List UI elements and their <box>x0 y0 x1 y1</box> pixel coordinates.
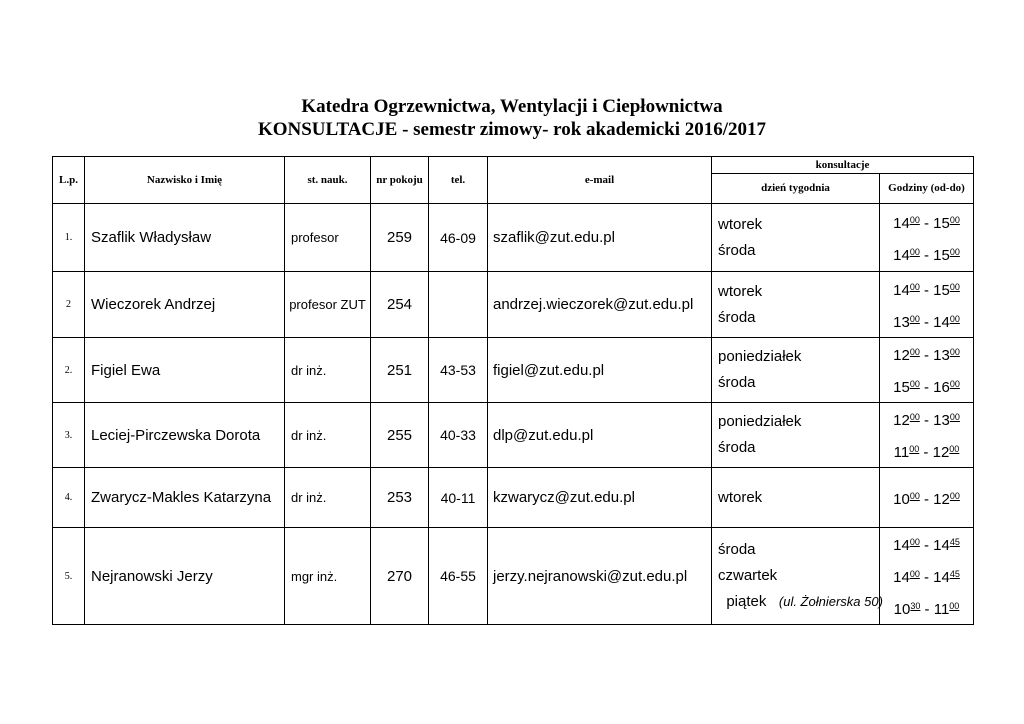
slot-day-label: środa <box>718 241 756 259</box>
slot-day-label: wtorek <box>718 488 763 506</box>
row-email: kzwarycz@zut.edu.pl <box>488 468 712 528</box>
header-tel: tel. <box>429 157 488 204</box>
slot-to-hour: 14 <box>933 537 950 554</box>
row-name: Wieczorek Andrzej <box>85 272 285 338</box>
slot-hours: $14^{00} - 14^{45}$ <box>893 569 960 586</box>
slot-from-hour: 13 <box>893 313 910 331</box>
slot-from-hour: 14 <box>893 246 910 264</box>
slot-hours: $14^{00} - 15^{00}$ <box>893 246 960 264</box>
row-name: Zwarycz-Makles Katarzyna <box>85 468 285 528</box>
table-row <box>53 338 974 403</box>
row-lp: 1. <box>53 204 85 272</box>
slot-from-min: 30 <box>910 601 921 611</box>
row-email: figiel@zut.edu.pl <box>488 338 712 403</box>
page-subtitle: KONSULTACJE - semestr zimowy- rok akademicki 2016/2017 <box>257 119 767 140</box>
row-room: 270 <box>371 528 429 625</box>
row-hours <box>880 204 974 272</box>
row-name: Szaflik Władysław <box>85 204 285 272</box>
slot-day <box>712 409 879 435</box>
row-hours <box>880 468 974 528</box>
slot-to-hour: 11 <box>933 601 950 618</box>
consultation-table <box>52 156 974 625</box>
slot-to-hour: 12 <box>932 444 950 461</box>
table-row <box>53 204 974 272</box>
slot-from-hour: 14 <box>893 537 910 554</box>
slot-to-min: 00 <box>949 313 960 324</box>
row-degree: dr inż. <box>285 338 371 403</box>
slot-hours: $15^{00} - 16^{00}$ <box>893 379 960 396</box>
row-tel: 43-53 <box>429 338 488 403</box>
slot-hours: $14^{00} - 15^{00}$ <box>893 281 960 299</box>
slot-hours: $10^{30} - 11^{00}$ <box>893 601 960 618</box>
slot-day <box>712 344 879 370</box>
slot-to-min: 00 <box>949 281 960 292</box>
slot-to-min: 00 <box>949 444 960 454</box>
slot-day <box>712 370 879 396</box>
slot-from-hour: 10 <box>893 601 911 618</box>
slot-day-label: czwartek <box>718 567 778 584</box>
slot-to-hour: 13 <box>933 412 950 429</box>
slot-day-label: poniedziałek <box>718 413 802 430</box>
row-room: 251 <box>371 338 429 403</box>
header-consultations: konsultacje <box>712 157 974 174</box>
slot-from-min: 00 <box>909 214 920 225</box>
row-lp: 4. <box>53 468 85 528</box>
header-email: e-mail <box>488 157 712 204</box>
row-hours <box>880 272 974 338</box>
table-row <box>53 272 974 338</box>
slot-day-label: środa <box>718 374 756 391</box>
slot-day <box>712 212 879 238</box>
row-name: Figiel Ewa <box>85 338 285 403</box>
slot-to-min: 00 <box>949 601 960 611</box>
slot-to-hour: 15 <box>933 281 950 299</box>
slot-from-hour: 10 <box>893 490 910 508</box>
slot-day-label: środa <box>718 439 756 456</box>
row-tel <box>429 272 488 338</box>
slot-from-min: 00 <box>909 490 920 501</box>
row-hours <box>880 403 974 468</box>
row-days <box>712 403 880 468</box>
row-tel: 40-11 <box>429 468 488 528</box>
slot-day-label: środa <box>718 541 756 558</box>
slot-note: (ul. Żołnierska 50) <box>778 594 883 609</box>
slot-to-hour: 13 <box>933 347 950 364</box>
row-email: dlp@zut.edu.pl <box>488 403 712 468</box>
row-degree: profesor <box>285 204 371 272</box>
row-degree: dr inż. <box>285 403 371 468</box>
row-name: Nejranowski Jerzy <box>85 528 285 625</box>
slot-day <box>712 537 879 563</box>
slot-to-min: 00 <box>949 490 960 501</box>
slot-hours: $12^{00} - 13^{00}$ <box>893 412 960 429</box>
slot-day <box>712 485 879 511</box>
row-tel: 40-33 <box>429 403 488 468</box>
slot-hours: $11^{00} - 12^{00}$ <box>893 444 960 461</box>
row-email: jerzy.nejranowski@zut.edu.pl <box>488 528 712 625</box>
table-row <box>53 528 974 625</box>
row-hours <box>880 338 974 403</box>
row-days <box>712 468 880 528</box>
slot-to-min: 00 <box>949 347 960 357</box>
slot-day <box>712 305 879 331</box>
slot-from-hour: 12 <box>893 412 910 429</box>
row-room: 259 <box>371 204 429 272</box>
slot-to-hour: 15 <box>933 246 950 264</box>
slot-day <box>712 589 883 615</box>
slot-from-hour: 15 <box>893 379 910 396</box>
slot-day-label: środa <box>718 308 756 326</box>
slot-hours: $14^{00} - 14^{45}$ <box>893 537 960 554</box>
slot-to-min: 00 <box>949 214 960 225</box>
slot-from-min: 00 <box>909 347 920 357</box>
row-tel: 46-09 <box>429 204 488 272</box>
slot-to-hour: 14 <box>933 313 950 331</box>
slot-hours: $13^{00} - 14^{00}$ <box>893 313 960 331</box>
slot-day-label: piątek <box>726 593 767 610</box>
row-degree: dr inż. <box>285 468 371 528</box>
slot-from-hour: 14 <box>893 214 910 232</box>
row-room: 253 <box>371 468 429 528</box>
row-days <box>712 528 883 625</box>
row-room: 255 <box>371 403 429 468</box>
row-room: 254 <box>371 272 429 338</box>
slot-to-min: 00 <box>949 246 960 257</box>
slot-to-min: 45 <box>949 569 960 579</box>
slot-from-min: 00 <box>909 379 920 389</box>
slot-from-min: 00 <box>909 281 920 292</box>
slot-hours: $12^{00} - 13^{00}$ <box>893 347 960 364</box>
header-hours: Godziny (od-do) <box>880 174 974 204</box>
slot-to-min: 00 <box>949 412 960 422</box>
row-email: szaflik@zut.edu.pl <box>488 204 712 272</box>
slot-to-hour: 12 <box>933 490 950 508</box>
row-days <box>712 272 880 338</box>
page-title: Katedra Ogrzewnictwa, Wentylacji i Ciepłownictwa <box>301 96 723 117</box>
slot-from-hour: 11 <box>893 444 910 461</box>
slot-to-hour: 14 <box>933 569 950 586</box>
slot-to-min: 00 <box>949 379 960 389</box>
row-hours <box>880 528 974 625</box>
header-name: Nazwisko i Imię <box>85 157 285 204</box>
slot-day-label: wtorek <box>718 215 763 233</box>
row-lp: 3. <box>53 403 85 468</box>
slot-to-hour: 16 <box>933 379 950 396</box>
slot-day <box>712 435 879 461</box>
table-row <box>53 403 974 468</box>
slot-from-min: 00 <box>909 537 920 547</box>
slot-day <box>712 238 879 264</box>
row-days <box>712 204 880 272</box>
row-degree: mgr inż. <box>285 528 371 625</box>
slot-day <box>712 279 879 305</box>
header-day: dzień tygodnia <box>712 174 880 204</box>
table-row <box>53 468 974 528</box>
slot-from-min: 00 <box>909 246 920 257</box>
header-degree: st. nauk. <box>285 157 371 204</box>
header-lp: L.p. <box>53 157 85 204</box>
row-name: Leciej-Pirczewska Dorota <box>85 403 285 468</box>
slot-from-min: 00 <box>909 569 920 579</box>
slot-hours: $10^{00} - 12^{00}$ <box>893 490 960 508</box>
slot-day-label: poniedziałek <box>718 348 802 365</box>
slot-day <box>712 563 879 589</box>
slot-from-min: 00 <box>909 444 920 454</box>
row-email: andrzej.wieczorek@zut.edu.pl <box>488 272 712 338</box>
header-room: nr pokoju <box>371 157 429 204</box>
row-lp: 2. <box>53 338 85 403</box>
row-lp: 5. <box>53 528 85 625</box>
slot-to-min: 45 <box>949 537 960 547</box>
slot-hours: $14^{00} - 15^{00}$ <box>893 214 960 232</box>
slot-from-hour: 14 <box>893 569 910 586</box>
row-lp: 2 <box>53 272 85 338</box>
row-days <box>712 338 880 403</box>
slot-from-hour: 12 <box>893 347 910 364</box>
slot-to-hour: 15 <box>933 214 950 232</box>
slot-from-hour: 14 <box>893 281 910 299</box>
slot-day-label: wtorek <box>718 282 763 300</box>
row-tel: 46-55 <box>429 528 488 625</box>
row-degree: profesor ZUT <box>285 272 371 338</box>
slot-from-min: 00 <box>909 412 920 422</box>
slot-from-min: 00 <box>909 313 920 324</box>
